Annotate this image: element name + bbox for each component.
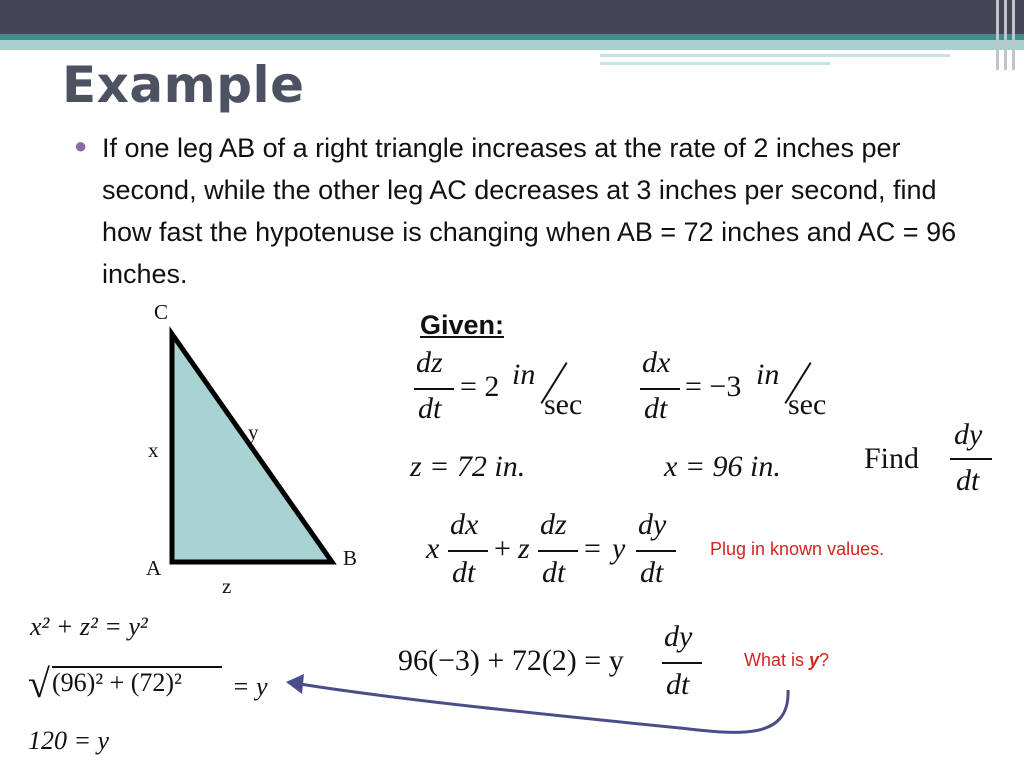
dz-numerator: dz (416, 346, 443, 379)
plus-sign: + (494, 532, 511, 565)
unit-in: in (756, 358, 780, 391)
dy-numerator: dy (954, 418, 983, 451)
dt-denominator: dt (640, 556, 664, 589)
eq-z: z (518, 532, 530, 565)
unit-sec: sec (544, 388, 583, 421)
side-label-z: z (222, 574, 232, 598)
eq-two: = 2 (460, 370, 500, 403)
fraction-bar (448, 550, 488, 552)
vertex-label-c: C (154, 300, 169, 324)
pointer-arrow (300, 684, 788, 732)
unit-in: in (512, 358, 536, 391)
sqrt-icon: √ (28, 661, 50, 706)
problem-text: If one leg AB of a right triangle increases at the rate of 2 inches per second, while the other leg AC decreases at 3 inches per second, find how fast the hypotenuse is changing when AB = 72 inches and AC = 96 inches. (102, 133, 957, 289)
dx-numerator: dx (642, 346, 671, 379)
dt-denominator: dt (666, 668, 690, 701)
dy-numerator: dy (664, 620, 693, 653)
plug-note: Plug in known values. (710, 539, 885, 559)
sqrt-inner: (96)² + (72)² (52, 668, 182, 697)
result-equation: 120 = y (28, 726, 110, 755)
given-z: z = 72 in. (410, 450, 526, 483)
dt-denominator: dt (644, 392, 668, 425)
fraction-bar (950, 458, 992, 460)
substituted-equation: 96(−3) + 72(2) = y (398, 644, 624, 677)
vertex-label-a: A (146, 556, 162, 580)
eq-x: x (426, 532, 440, 565)
right-triangle (172, 334, 332, 562)
eq-neg-three: = −3 (685, 370, 742, 403)
dz-numerator: dz (540, 508, 567, 541)
equals-sign: = (584, 532, 601, 565)
fraction-bar (538, 550, 578, 552)
bullet-icon: ● (74, 133, 88, 158)
vertex-label-b: B (343, 546, 358, 570)
given-label: Given: (420, 310, 505, 340)
arrow-head-icon (286, 674, 304, 694)
dt-denominator: dt (956, 464, 980, 497)
dt-denominator: dt (542, 556, 566, 589)
unit-sec: sec (788, 388, 827, 421)
slide-title: Example (62, 56, 305, 114)
dt-denominator: dt (418, 392, 442, 425)
fraction-bar (414, 388, 454, 390)
pythagorean-equation: x² + z² = y² (30, 612, 148, 641)
sqrt-rhs: = y (232, 672, 268, 701)
find-label: Find (864, 442, 920, 475)
fraction-bar (662, 662, 702, 664)
fraction-bar (636, 550, 676, 552)
given-x: x = 96 in. (664, 450, 781, 483)
side-label-x: x (148, 438, 159, 462)
side-label-y: y (248, 420, 259, 444)
question-note: What is y? (744, 650, 830, 670)
fraction-bar (640, 388, 680, 390)
dx-numerator: dx (450, 508, 479, 541)
dy-numerator: dy (638, 508, 667, 541)
eq-y: y (612, 532, 626, 565)
dt-denominator: dt (452, 556, 476, 589)
